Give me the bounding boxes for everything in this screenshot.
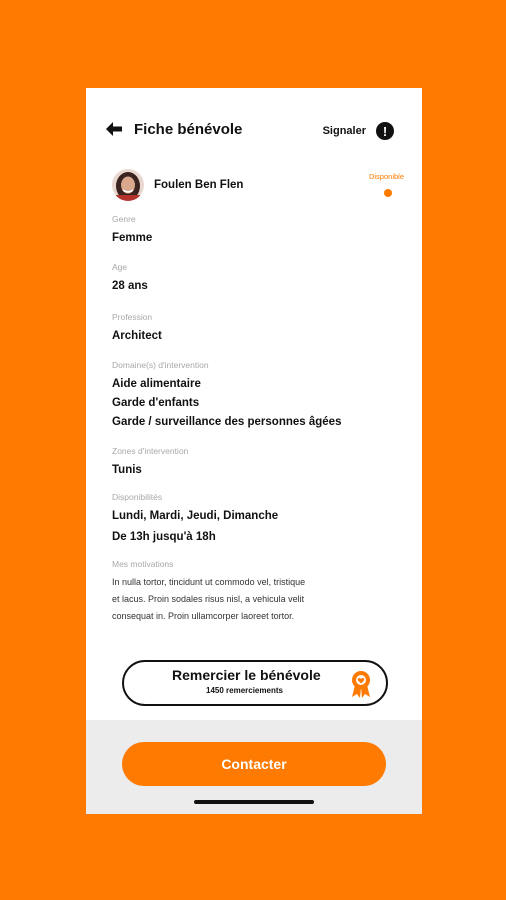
motivations-label: Mes motivations bbox=[112, 559, 174, 569]
profession-value: Architect bbox=[112, 330, 162, 342]
domain-item: Aide alimentaire bbox=[112, 378, 201, 390]
age-value: 28 ans bbox=[112, 280, 148, 292]
availability-label: Disponibilités bbox=[112, 492, 163, 502]
phone-screen bbox=[86, 88, 422, 814]
thank-button-label: Remercier le bénévole bbox=[172, 667, 321, 683]
award-ribbon-icon bbox=[348, 669, 374, 699]
motivations-line: et lacus. Proin sodales risus nisl, a vehicula velit bbox=[112, 594, 305, 604]
genre-value: Femme bbox=[112, 232, 153, 244]
exclamation-icon: ! bbox=[376, 122, 394, 140]
age-label: Age bbox=[112, 262, 128, 272]
zones-value: Tunis bbox=[112, 464, 142, 476]
profession-label: Profession bbox=[112, 312, 153, 322]
availability-days: Lundi, Mardi, Jeudi, Dimanche bbox=[112, 510, 279, 522]
avatar bbox=[112, 169, 144, 201]
volunteer-details bbox=[112, 214, 402, 625]
motivations-line: consequat in. Proin ullamcorper laoreet tortor. bbox=[112, 611, 295, 621]
back-arrow-icon[interactable] bbox=[105, 121, 123, 137]
domain-item: Garde d'enfants bbox=[112, 397, 200, 409]
domain-item: Garde / surveillance des personnes âgées bbox=[112, 416, 342, 428]
footer-bar bbox=[86, 720, 422, 814]
status-dot-icon bbox=[384, 189, 392, 197]
genre-label: Genre bbox=[112, 214, 136, 224]
volunteer-profile bbox=[112, 169, 243, 201]
report-label: Signaler bbox=[322, 125, 366, 137]
report-button[interactable] bbox=[323, 122, 394, 140]
page-title: Fiche bénévole bbox=[134, 121, 243, 138]
domains-label: Domaine(s) d'intervention bbox=[112, 360, 209, 370]
header bbox=[86, 88, 422, 148]
availability-hours: De 13h jusqu'à 18h bbox=[112, 531, 216, 543]
motivations-line: In nulla tortor, tincidunt ut commodo vel, tristique bbox=[112, 577, 306, 587]
thank-volunteer-button[interactable] bbox=[122, 660, 388, 706]
thanks-count: 1450 remerciements bbox=[206, 686, 283, 695]
contact-button[interactable]: Contacter bbox=[122, 742, 386, 786]
avatar-image bbox=[112, 169, 144, 201]
availability-status bbox=[369, 172, 404, 197]
status-label: Disponible bbox=[368, 172, 404, 181]
volunteer-name: Foulen Ben Flen bbox=[154, 179, 244, 191]
home-indicator bbox=[194, 800, 314, 804]
zones-label: Zones d'intervention bbox=[112, 446, 189, 456]
